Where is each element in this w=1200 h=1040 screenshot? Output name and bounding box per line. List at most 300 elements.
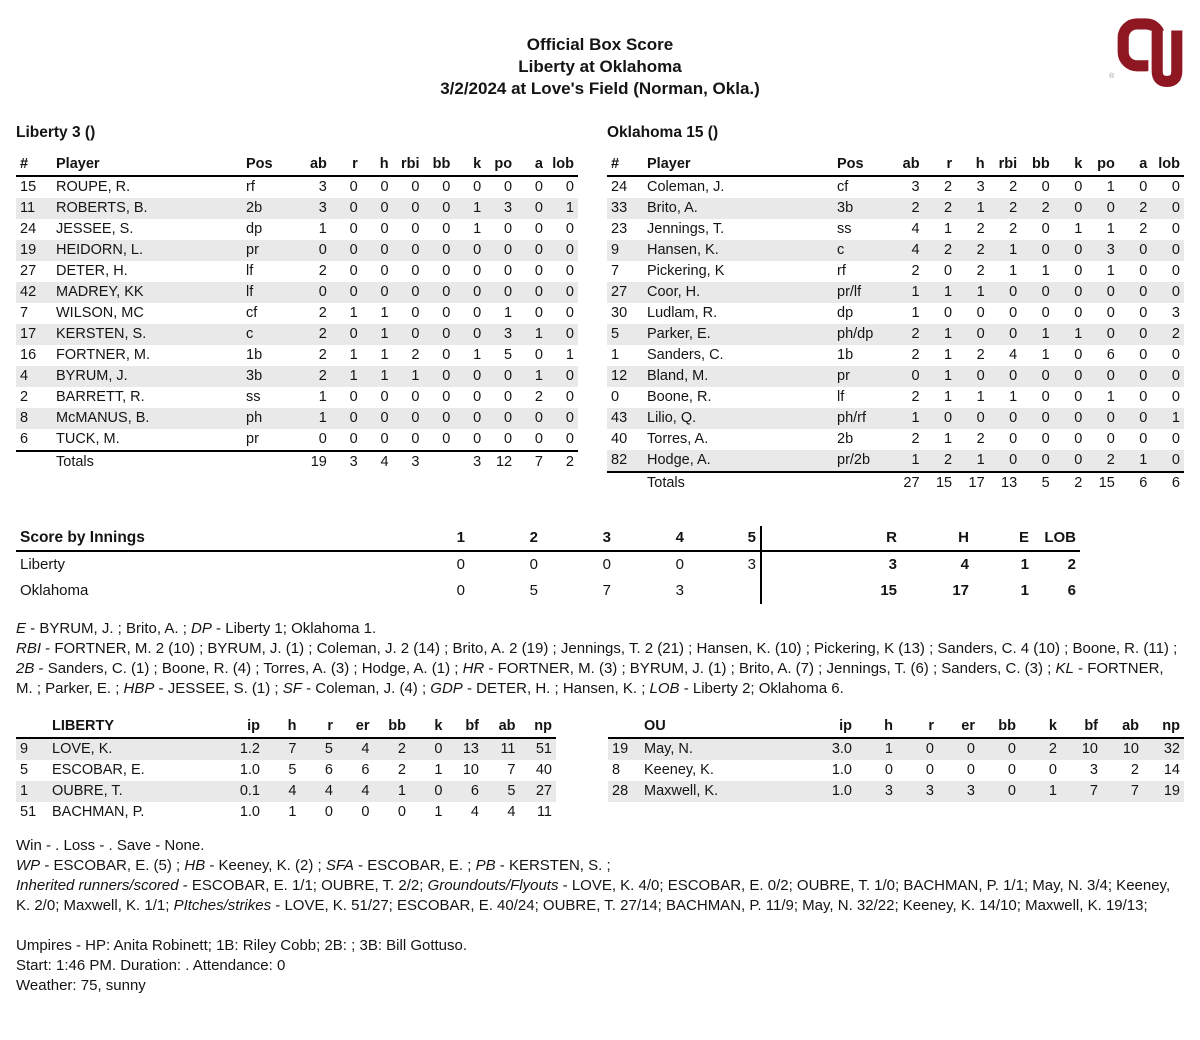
cell: 1 (976, 200, 985, 216)
cell: 1 (1041, 263, 1050, 279)
col-number: # (607, 154, 643, 176)
cell: 7 (1130, 783, 1139, 799)
cell: OUBRE, T. (52, 783, 123, 799)
table-row (607, 366, 1184, 387)
stat-text: - Liberty 2; Oklahoma 6. (679, 680, 844, 697)
col-po: po (485, 154, 516, 176)
cell: 0 (944, 305, 953, 321)
cell: 1 (318, 389, 327, 405)
cell: 0 (1139, 242, 1148, 258)
cell: 30 (611, 305, 628, 321)
cell: 1 (380, 326, 389, 342)
cell: 0 (1041, 410, 1050, 426)
cell: 4 (470, 804, 479, 820)
col-inning-3: 3 (542, 526, 615, 551)
cell: ESCOBAR, E. (52, 762, 145, 778)
cell: 0 (504, 221, 513, 237)
cell: 2 (944, 200, 953, 216)
col-k: k (410, 716, 447, 738)
oklahoma-batting-totals (607, 472, 1184, 494)
cell: 0 (1171, 347, 1180, 363)
stat-label: PB (475, 857, 496, 874)
cell: 19 (612, 741, 629, 757)
cell: 0 (534, 263, 543, 279)
liberty-batting-rows (16, 176, 578, 451)
cell: 1 (1106, 179, 1115, 195)
cell (424, 451, 455, 473)
cell: 3 (884, 783, 893, 799)
cell: 0 (1074, 452, 1083, 468)
cell: 1 (1009, 389, 1018, 405)
cell: Oklahoma (20, 582, 89, 599)
cell: ss (837, 221, 852, 237)
cell: 0 (411, 200, 420, 216)
cell: 32 (1163, 741, 1180, 757)
stat-label: HBP (123, 680, 155, 697)
table-row (16, 176, 578, 198)
table-row (607, 345, 1184, 366)
cell: 6 (324, 762, 333, 778)
cell: 0 (473, 284, 482, 300)
cell: 0 (380, 284, 389, 300)
col-bf: bf (1061, 716, 1102, 738)
date-venue-title: 3/2/2024 at Love's Field (Norman, Okla.) (440, 79, 760, 98)
cell: 0 (504, 263, 513, 279)
cell: 15 (924, 472, 957, 494)
cell: 0 (1074, 263, 1083, 279)
cell: 1 (944, 284, 953, 300)
cell: 9 (20, 741, 29, 757)
cell: cf (837, 179, 849, 195)
cell: 0 (380, 179, 389, 195)
cell: 1 (473, 200, 482, 216)
cell: 0 (442, 200, 451, 216)
cell: 0.1 (239, 783, 260, 799)
cell (16, 451, 52, 473)
cell: JESSEE, S. (56, 221, 134, 237)
cell: 0 (473, 368, 482, 384)
cell: 17 (20, 326, 37, 342)
cell: 1 (911, 452, 920, 468)
cell: 1 (318, 221, 327, 237)
cell: Ludlam, R. (647, 305, 718, 321)
cell: 2 (976, 242, 985, 258)
cell: 3b (246, 368, 263, 384)
cell: 6 (1151, 472, 1184, 494)
game-footer (16, 836, 1184, 996)
cell: 0 (1171, 368, 1180, 384)
cell: 2 (1139, 200, 1148, 216)
cell: 0 (534, 221, 543, 237)
stat-text: - LOVE, K. 4/0; ESCOBAR, E. 0/2; OUBRE, T. 1/0; BACHMAN, P. 1/1; May, N. 3/4; Keeney, K. 2/0; Maxwell, K. 1/1; (16, 877, 1171, 914)
cell: 1 (473, 347, 482, 363)
cell: 19 (1163, 783, 1180, 799)
liberty-pitching-rows (16, 738, 556, 823)
cell: 0 (473, 179, 482, 195)
cell: 1 (944, 389, 953, 405)
cell: 0 (1139, 326, 1148, 342)
ou-pitching-rows (608, 738, 1184, 802)
cell: 15 (1086, 472, 1119, 494)
cell: 4 (1009, 347, 1018, 363)
cell: 0 (411, 179, 420, 195)
cell: 0 (1007, 783, 1016, 799)
cell: 7 (602, 582, 611, 599)
table-row (16, 578, 1080, 604)
cell: 0 (1074, 284, 1083, 300)
table-row (607, 261, 1184, 282)
col-bb: bb (374, 716, 411, 738)
cell: 3 (318, 179, 327, 195)
stat-text: - FORTNER, M. 2 (10) ; BYRUM, J. (1) ; Coleman, J. 2 (14) ; Brito, A. 2 (19) ; Jennings, T. 2 (21) ; Hansen, K. (10) ; Pickering, K (13) ; Sanders, C. 4 (10) ; Boone, R. (11) ; (41, 640, 1178, 657)
cell: 12 (485, 451, 516, 473)
table-row (16, 240, 578, 261)
inherited-runners-line (16, 876, 1184, 916)
cell: 1 (944, 368, 953, 384)
cell: 0 (976, 326, 985, 342)
cell: 1 (380, 368, 389, 384)
cell: 4 (20, 368, 29, 384)
cell: 1 (1048, 783, 1057, 799)
cell: WILSON, MC (56, 305, 144, 321)
cell: 0 (349, 431, 358, 447)
cell: 2 (944, 452, 953, 468)
cell: 0 (534, 242, 543, 258)
table-row (607, 240, 1184, 261)
cell: 0 (411, 410, 420, 426)
cell: ph/dp (837, 326, 874, 342)
cell: 0 (504, 179, 513, 195)
cell: MADREY, KK (56, 284, 144, 300)
cell: 1 (1041, 326, 1050, 342)
cell (688, 578, 761, 604)
cell: 1 (1020, 582, 1029, 599)
col-rbi: rbi (989, 154, 1022, 176)
cell: 2b (246, 200, 263, 216)
cell: 3 (1171, 305, 1180, 321)
cell: 7 (516, 451, 547, 473)
cell: 0 (565, 305, 574, 321)
cell: 2 (1009, 200, 1018, 216)
cell: 0 (534, 431, 543, 447)
cell: 0 (442, 347, 451, 363)
col-lob: LOB (1033, 526, 1080, 551)
col-bb: bb (424, 154, 455, 176)
footer-meta-block (16, 936, 1184, 996)
cell: 0 (380, 389, 389, 405)
cell: Pickering, K (647, 263, 725, 279)
cell: 40 (611, 431, 628, 447)
cell: 1 (1041, 347, 1050, 363)
cell: 0 (456, 582, 465, 599)
cell: 0 (411, 431, 420, 447)
stat-text: - FORTNER, M. ; Parker, E. ; (16, 660, 1164, 697)
cell: 0 (1106, 305, 1115, 321)
col-lob: lob (547, 154, 578, 176)
col-r: r (301, 716, 338, 738)
score-by-innings-label: Score by Innings (16, 526, 396, 551)
cell: 2 (318, 326, 327, 342)
table-row (608, 738, 1184, 760)
cell: 1 (397, 783, 406, 799)
cell: 0 (504, 368, 513, 384)
cell: 0 (1074, 200, 1083, 216)
table-row (16, 802, 556, 823)
cell: 2 (911, 431, 920, 447)
table-header-row (16, 526, 1080, 551)
cell: 1b (246, 347, 263, 363)
cell: 0 (411, 305, 420, 321)
cell: 1 (380, 347, 389, 363)
stat-text: - Liberty 1; Oklahoma 1. (211, 620, 377, 637)
table-row (607, 408, 1184, 429)
cell: 27 (535, 783, 552, 799)
cell: 1 (565, 200, 574, 216)
umpires-line: Umpires - HP: Anita Robinett; 1B: Riley Cobb; 2B: ; 3B: Bill Gottuso. (16, 937, 468, 954)
cell: 0 (1041, 431, 1050, 447)
cell: 15 (20, 179, 37, 195)
cell: 1 (434, 804, 443, 820)
cell: 5 (324, 741, 333, 757)
oklahoma-batting-column (607, 124, 1184, 494)
cell: 51 (535, 741, 552, 757)
cell: 7 (611, 263, 620, 279)
cell: 23 (611, 221, 628, 237)
cell: 0 (349, 200, 358, 216)
cell: 0 (1048, 762, 1057, 778)
table-row (16, 408, 578, 429)
cell: 27 (891, 472, 924, 494)
cell: 0 (534, 200, 543, 216)
col-h: h (362, 154, 393, 176)
cell: 0 (1171, 242, 1180, 258)
cell: 0 (925, 741, 934, 757)
cell: 0 (1009, 452, 1018, 468)
cell: 3 (504, 200, 513, 216)
stat-text: - KERSTEN, S. ; (495, 857, 611, 874)
table-row (607, 387, 1184, 408)
cell: 0 (324, 804, 333, 820)
batting-section (16, 124, 1184, 494)
cell: 0 (1041, 179, 1050, 195)
cell: 0 (442, 284, 451, 300)
cell: 3 (675, 582, 684, 599)
table-row (16, 303, 578, 324)
cell: 1 (565, 347, 574, 363)
cell: TUCK, M. (56, 431, 120, 447)
stat-label: Groundouts/Flyouts (427, 877, 559, 894)
cell: 43 (611, 410, 628, 426)
cell: 0 (1041, 368, 1050, 384)
oklahoma-ou-logo-icon (1109, 12, 1184, 96)
cell: 0 (473, 431, 482, 447)
liberty-batting-column (16, 124, 578, 494)
cell: 6 (470, 783, 479, 799)
cell: 1 (944, 347, 953, 363)
cell: 4 (288, 783, 297, 799)
cell: 0 (442, 410, 451, 426)
cell: Boone, R. (647, 389, 712, 405)
cell: 0 (565, 284, 574, 300)
cell: 1 (944, 326, 953, 342)
cell: BARRETT, R. (56, 389, 145, 405)
cell: 0 (976, 305, 985, 321)
stat-label: KL (1055, 660, 1074, 677)
cell: Brito, A. (647, 200, 698, 216)
cell: Hodge, A. (647, 452, 711, 468)
cell: 2 (1009, 221, 1018, 237)
cell: 0 (1041, 389, 1050, 405)
cell: Totals (643, 472, 833, 494)
cell: 3 (911, 179, 920, 195)
table-row (16, 738, 556, 760)
cell: 0 (1139, 347, 1148, 363)
col-h: h (856, 716, 897, 738)
cell: 1 (534, 368, 543, 384)
table-row (16, 781, 556, 802)
score-rows (16, 551, 1080, 604)
cell: ss (246, 389, 261, 405)
cell: 0 (473, 242, 482, 258)
win-loss-save-line: Win - . Loss - . Save - None. (16, 837, 205, 854)
stat-text: - ESCOBAR, E. 1/1; OUBRE, T. 2/2; (178, 877, 428, 894)
cell: 0 (1009, 368, 1018, 384)
cell: 0 (565, 431, 574, 447)
table-row (16, 451, 578, 473)
cell: 0 (1171, 200, 1180, 216)
liberty-batting-totals (16, 451, 578, 473)
cell: McMANUS, B. (56, 410, 150, 426)
cell: 0 (1041, 221, 1050, 237)
col-er: er (337, 716, 374, 738)
stat-label: SFA (325, 857, 354, 874)
cell: 17 (952, 582, 969, 599)
table-row (16, 219, 578, 240)
col-bf: bf (447, 716, 484, 738)
cell: HEIDORN, L. (56, 242, 144, 258)
cell: Lilio, Q. (647, 410, 697, 426)
cell: 0 (944, 263, 953, 279)
cell: 0 (976, 410, 985, 426)
cell: 0 (1074, 389, 1083, 405)
cell: Jennings, T. (647, 221, 725, 237)
cell: 2 (1106, 452, 1115, 468)
cell: 0 (442, 431, 451, 447)
cell: 4 (911, 242, 920, 258)
cell: 6 (20, 431, 29, 447)
cell: 0 (1139, 431, 1148, 447)
cell: 0 (1074, 368, 1083, 384)
stat-label: HB (184, 857, 206, 874)
cell: 0 (349, 410, 358, 426)
stat-label: E (16, 620, 27, 637)
cell: 1 (884, 741, 893, 757)
col-ab: ab (891, 154, 924, 176)
cell: Liberty (20, 556, 66, 573)
table-row (16, 324, 578, 345)
cell: 1 (473, 221, 482, 237)
col-ab: ab (300, 154, 331, 176)
cell: 0 (442, 242, 451, 258)
cell: 0 (411, 326, 420, 342)
cell: 1 (1106, 221, 1115, 237)
stat-label: LOB (649, 680, 680, 697)
cell: Parker, E. (647, 326, 711, 342)
cell: 0 (1139, 179, 1148, 195)
col-bb: bb (1021, 154, 1054, 176)
cell: 28 (612, 783, 629, 799)
stat-text: - LOVE, K. 51/27; ESCOBAR, E. 40/24; OUBRE, T. 27/14; BACHMAN, P. 11/9; May, N. 32/22; Keeney, K. 14/10; Maxwell, K. 19/13; (271, 897, 1148, 914)
cell: 0 (884, 762, 893, 778)
cell: 0 (442, 368, 451, 384)
col-r: r (924, 154, 957, 176)
cell: 19 (300, 451, 331, 473)
col-er: er (938, 716, 979, 738)
stat-label: WP (16, 857, 41, 874)
table-row (16, 366, 578, 387)
score-by-innings-table (16, 526, 1080, 604)
cell: 0 (380, 200, 389, 216)
col-k: k (454, 154, 485, 176)
cell: Sanders, C. (647, 347, 724, 363)
cell: 0 (349, 389, 358, 405)
cell: 0 (504, 410, 513, 426)
cell: 1 (911, 284, 920, 300)
cell: 1 (1139, 452, 1148, 468)
cell: 2 (911, 326, 920, 342)
cell: 2 (944, 179, 953, 195)
cell: 0 (473, 263, 482, 279)
cell: 4 (362, 451, 393, 473)
cell: 0 (442, 389, 451, 405)
cell: 1 (318, 410, 327, 426)
cell: 0 (1171, 284, 1180, 300)
cell: cf (246, 305, 258, 321)
col-number (16, 716, 48, 738)
col-inning-5: 5 (688, 526, 761, 551)
cell: 10 (462, 762, 479, 778)
table-row (16, 387, 578, 408)
cell: 1 (1106, 389, 1115, 405)
stat-label: DP (191, 620, 212, 637)
cell: 0 (434, 741, 443, 757)
interlocking-ou-icon (1116, 12, 1184, 96)
cell: 2 (1139, 221, 1148, 237)
cell: 3 (331, 451, 362, 473)
cell: 0 (380, 221, 389, 237)
cell: 0 (1074, 305, 1083, 321)
page-title-block (16, 0, 1184, 100)
start-duration-line: Start: 1:46 PM. Duration: . Attendance: 0 (16, 957, 286, 974)
cell: 1.0 (831, 762, 852, 778)
cell: 1 (434, 762, 443, 778)
cell: 0 (534, 284, 543, 300)
col-r: r (897, 716, 938, 738)
liberty-team-header: Liberty 3 () (16, 124, 96, 141)
cell: 1.2 (239, 741, 260, 757)
cell: 2 (911, 200, 920, 216)
cell: 0 (602, 556, 611, 573)
table-row (607, 429, 1184, 450)
cell: 40 (535, 762, 552, 778)
cell: 11 (20, 200, 36, 216)
cell: 0 (1041, 284, 1050, 300)
stat-text: - Coleman, J. (4) ; (301, 680, 431, 697)
col-a: a (1119, 154, 1152, 176)
cell: 0 (1171, 431, 1180, 447)
errors-dp-line (16, 619, 1184, 639)
cell: 0 (534, 305, 543, 321)
